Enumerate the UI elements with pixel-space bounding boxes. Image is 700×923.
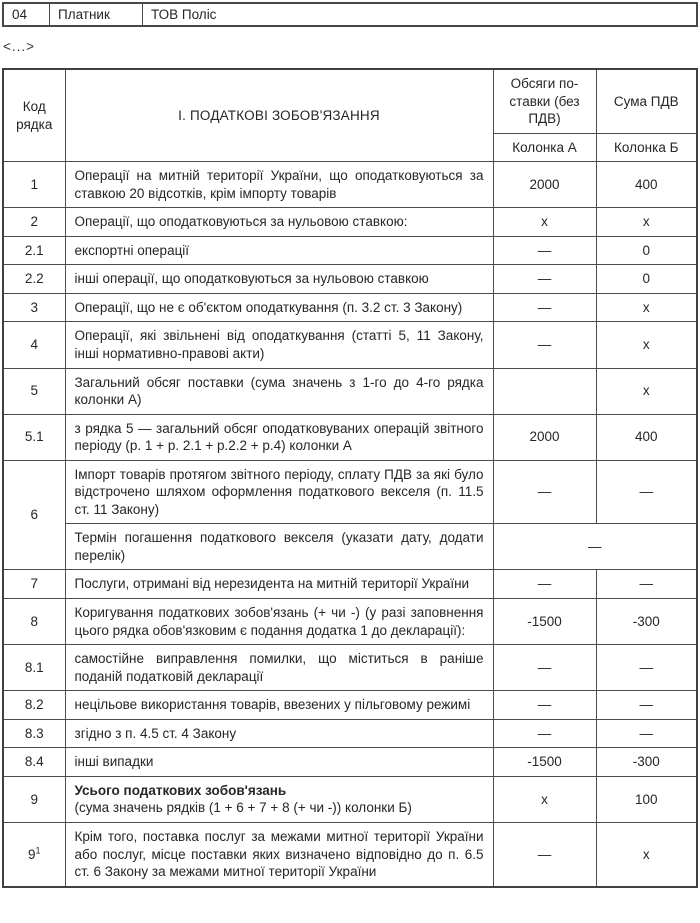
table-row-8-1 [3, 645, 697, 691]
row-code: 8.2 [3, 691, 65, 720]
col-a-value: — [493, 570, 596, 599]
col-a-value: -1500 [493, 748, 596, 777]
col-a-value: — [493, 645, 596, 691]
col-a-value: — [493, 822, 596, 886]
row-code-base: 9 [27, 846, 36, 862]
tax-obligations-table [2, 68, 698, 888]
col-a-value [493, 368, 596, 414]
col-b-value: — [596, 460, 697, 524]
row-description: з рядка 5 — загальний обсяг оподатковуваних операцій звітного періоду (р. 1 + р. 2.1 + р.2.2 + р.4) колонки А [65, 414, 493, 460]
row-description: Операції на митній території України, що оподатковуються за ставкою 20 відсотків, крім імпорту товарів [65, 162, 493, 208]
header-col-a-sub: Колонка А [493, 133, 596, 162]
payer-bar [2, 2, 698, 27]
row-description-bold: Усього податкових зобов'язань [74, 782, 287, 798]
row-description: самостійне виправлення помилки, що міститься в раніше поданій податковій декларації [65, 645, 493, 691]
col-b-value: — [596, 570, 697, 599]
row-code: 5.1 [3, 414, 65, 460]
table-row-2-2 [3, 265, 697, 294]
col-b-value: -300 [596, 599, 697, 645]
table-row-5 [3, 368, 697, 414]
col-a-value: 2000 [493, 414, 596, 460]
table-row-7 [3, 570, 697, 599]
row-description: інші операції, що оподатковуються за нульовою ставкою [65, 265, 493, 294]
col-b-value: — [596, 691, 697, 720]
col-a-value: — [493, 691, 596, 720]
col-a-value: 2000 [493, 162, 596, 208]
col-b-value: х [596, 822, 697, 886]
header-row-titles [3, 69, 697, 133]
col-b-value: х [596, 368, 697, 414]
header-col-b-sub: Колонка Б [596, 133, 697, 162]
row-description: Операції, що не є об'єктом оподаткування (п. 3.2 ст. 3 Закону) [65, 293, 493, 322]
header-col-b-title: Сума ПДВ [596, 69, 697, 133]
col-a-value: — [493, 293, 596, 322]
col-a-value: — [493, 265, 596, 294]
row-description: Крім того, поставка послуг за межами митної території України або послуг, місце поставки яких визначено відповідно до п. 6.5 ст. 6 Закону за межами митної території України [65, 822, 493, 886]
col-b-value: 0 [596, 236, 697, 265]
row-description: Термін погашення податкового векселя (указати дату, додати перелік) [65, 524, 493, 570]
row-description: інші випадки [65, 748, 493, 777]
row-code: 2.2 [3, 265, 65, 294]
row-code: 5 [3, 368, 65, 414]
row-description: експортні операції [65, 236, 493, 265]
row-code: 2.1 [3, 236, 65, 265]
table-row-8-3 [3, 719, 697, 748]
payer-value: ТОВ Поліс [151, 7, 217, 22]
payer-label: Платник [50, 4, 143, 25]
col-b-value: 0 [596, 265, 697, 294]
row-description: нецільове використання товарів, ввезених у пільговому режимі [65, 691, 493, 720]
col-a-value: — [493, 236, 596, 265]
header-col-a-title: Обсяги по-ставки (без ПДВ) [493, 69, 596, 133]
table-row-9-1 [3, 822, 697, 886]
table-row-2 [3, 208, 697, 237]
payer-row-code: 04 [4, 4, 50, 25]
col-a-value: х [493, 208, 596, 237]
row-code: 4 [3, 322, 65, 368]
row-code: 8 [3, 599, 65, 645]
col-b-value: 400 [596, 162, 697, 208]
col-b-value: х [596, 322, 697, 368]
table-row-1 [3, 162, 697, 208]
table-row-9 [3, 776, 697, 822]
row-code: 9 [3, 776, 65, 822]
table-row-8-4 [3, 748, 697, 777]
header-row-code: Код рядка [3, 69, 65, 162]
col-b-value: 100 [596, 776, 697, 822]
col-b-value: х [596, 293, 697, 322]
col-a-value: — [493, 322, 596, 368]
row-description: Загальний обсяг поставки (сума значень з 1-го до 4-го рядка колонки А) [65, 368, 493, 414]
row-description: Імпорт товарів протягом звітного періоду, сплату ПДВ за які було відстрочено шляхом оформлення податкового векселя (п. 11.5 ст. 11 Закону) [65, 460, 493, 524]
col-b-value: — [596, 645, 697, 691]
table-row-5-1 [3, 414, 697, 460]
row-code: 8.4 [3, 748, 65, 777]
row-description-normal: (сума значень рядків (1 + 6 + 7 + 8 (+ чи -)) колонки Б) [74, 800, 412, 816]
row-description: Операції, що оподатковуються за нульовою ставкою: [65, 208, 493, 237]
row-code-superscript: 1 [35, 845, 41, 855]
row-code: 6 [3, 460, 65, 570]
col-ab-merged-value: — [493, 524, 697, 570]
table-row-2-1 [3, 236, 697, 265]
table-row-4 [3, 322, 697, 368]
row-description: згідно з п. 4.5 ст. 4 Закону [65, 719, 493, 748]
row-code: 1 [3, 162, 65, 208]
row-description: Операції, які звільнені від оподаткування (статті 5, 11 Закону, інші нормативно-правові акти) [65, 322, 493, 368]
row-description [65, 776, 493, 822]
col-a-value: х [493, 776, 596, 822]
row-code [3, 822, 65, 886]
col-a-value: — [493, 460, 596, 524]
table-row-8 [3, 599, 697, 645]
col-b-value: -300 [596, 748, 697, 777]
row-code: 8.1 [3, 645, 65, 691]
col-b-value: х [596, 208, 697, 237]
section-title: І. ПОДАТКОВІ ЗОБОВ'ЯЗАННЯ [65, 69, 493, 162]
omitted-content-marker: <...> [3, 39, 36, 54]
row-code: 2 [3, 208, 65, 237]
row-code: 3 [3, 293, 65, 322]
row-code: 8.3 [3, 719, 65, 748]
table-row-8-2 [3, 691, 697, 720]
row-description: Послуги, отримані від нерезидента на митній території України [65, 570, 493, 599]
table-row-6a [3, 460, 697, 524]
col-b-value: 400 [596, 414, 697, 460]
col-b-value: — [596, 719, 697, 748]
row-description: Коригування податкових зобов'язань (+ чи -) (у разі заповнення цього рядка обов'язковим є подання додатка 1 до декларації): [65, 599, 493, 645]
col-a-value: -1500 [493, 599, 596, 645]
table-row-3 [3, 293, 697, 322]
col-a-value: — [493, 719, 596, 748]
table-row-6b [3, 524, 697, 570]
row-code: 7 [3, 570, 65, 599]
